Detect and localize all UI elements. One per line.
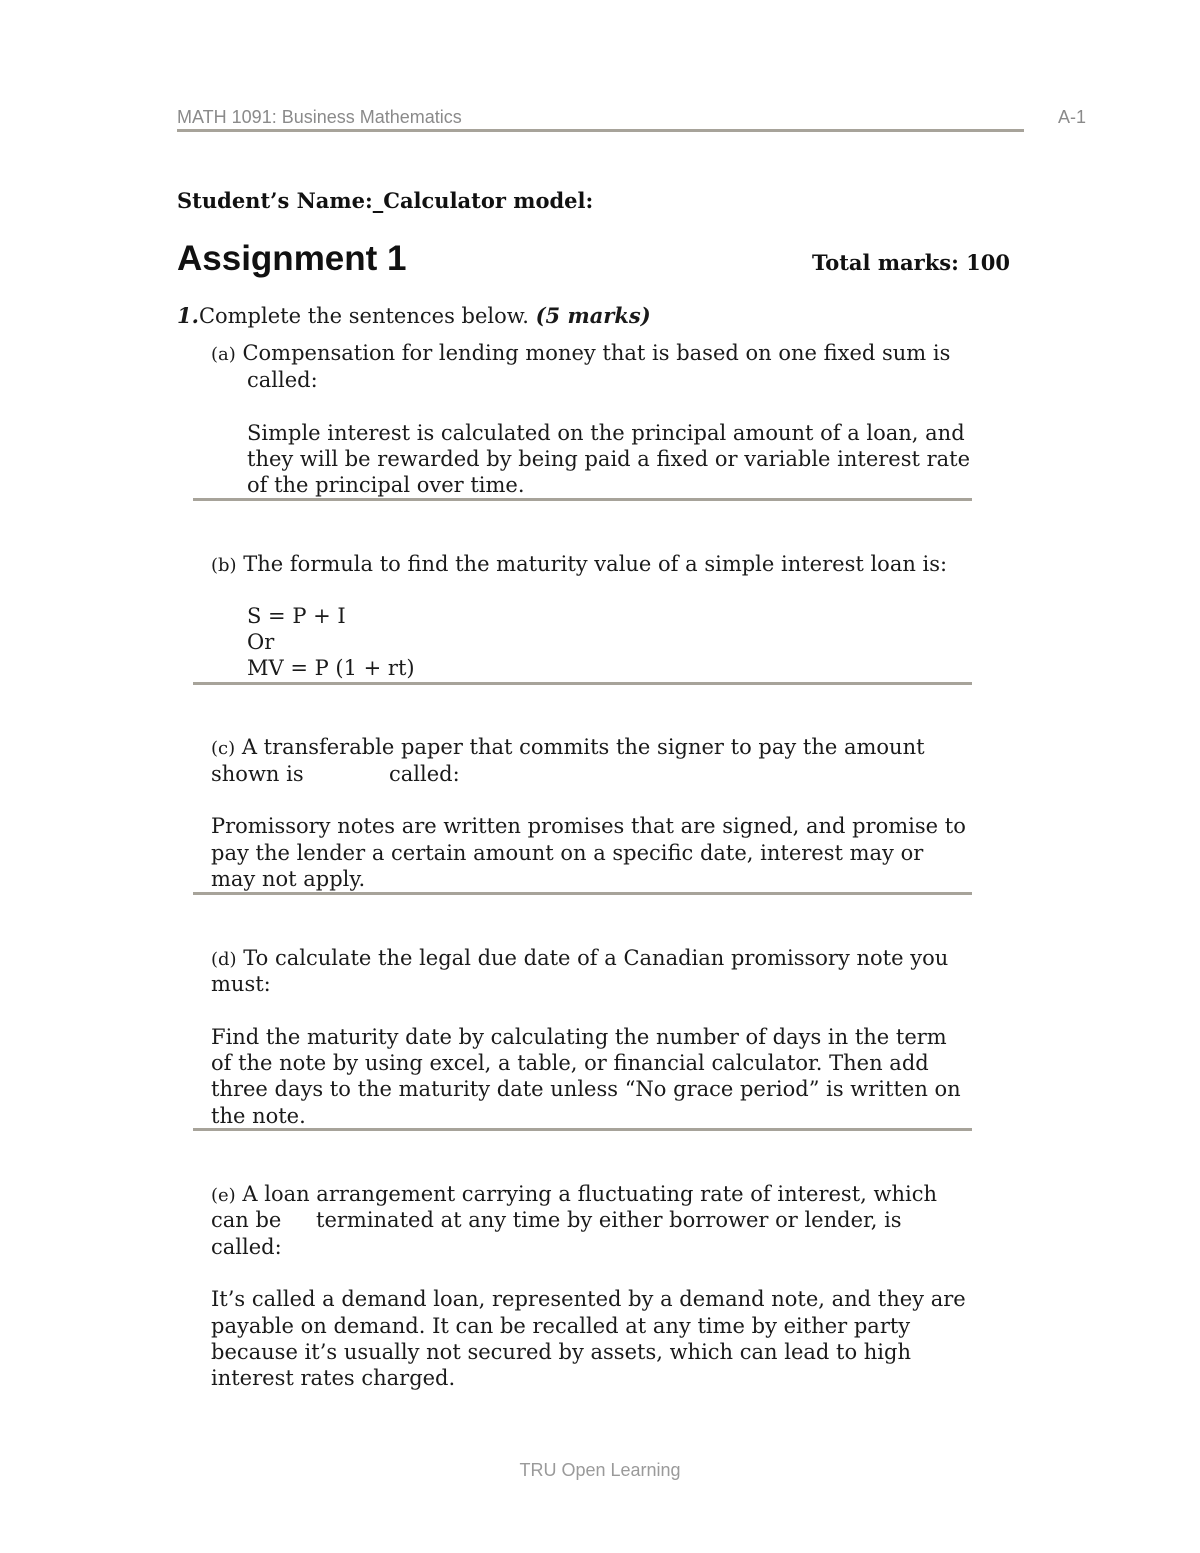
part-e-prompt-line-3: called: bbox=[211, 1235, 282, 1259]
page-code: A-1 bbox=[1058, 107, 1087, 127]
total-marks: Total marks: 100 bbox=[812, 250, 1010, 275]
part-a-answer-line-2: they will be rewarded by being paid a fixed or variable interest rate bbox=[247, 447, 971, 471]
part-d-tag: (d) bbox=[211, 949, 237, 970]
part-d-prompt-line-1: To calculate the legal due date of a Canadian promissory note you bbox=[243, 946, 949, 970]
part-b-prompt bbox=[211, 551, 947, 580]
page-footer: TRU Open Learning bbox=[519, 1460, 681, 1480]
part-e-tag: (e) bbox=[211, 1185, 236, 1206]
part-c-prompt-line-2b: called: bbox=[389, 762, 460, 786]
part-b-prompt-line-1: The formula to find the maturity value of a simple interest loan is: bbox=[243, 552, 948, 576]
part-c-answer-line-3: may not apply. bbox=[211, 867, 366, 891]
part-c-answer-line-2: pay the lender a certain amount on a specific date, interest may or bbox=[211, 841, 924, 865]
part-b-answer-line-3: MV = P (1 + rt) bbox=[247, 656, 415, 680]
assignment-title: Assignment 1 bbox=[177, 239, 407, 278]
part-e-answer-line-1: It’s called a demand loan, represented by a demand note, and they are bbox=[211, 1287, 966, 1311]
part-c-tag: (c) bbox=[211, 738, 236, 759]
part-c-prompt bbox=[211, 734, 925, 763]
header-divider bbox=[177, 129, 1024, 132]
part-a-prompt-line-2: called: bbox=[247, 368, 318, 392]
course-header: MATH 1091: Business Mathematics bbox=[177, 107, 462, 127]
part-a-answer-line-1: Simple interest is calculated on the principal amount of a loan, and bbox=[247, 421, 965, 445]
answer-divider bbox=[193, 1128, 972, 1131]
question-text: Complete the sentences below. bbox=[198, 304, 529, 328]
question-marks: (5 marks) bbox=[535, 303, 651, 328]
part-b-answer-line-1: S = P + I bbox=[247, 604, 346, 628]
student-info-line: Student’s Name:_Calculator model: bbox=[177, 188, 594, 213]
part-c-prompt-line-2a: shown is bbox=[211, 762, 304, 786]
part-e-prompt-line-2b: terminated at any time by either borrower or lender, is bbox=[316, 1208, 902, 1232]
part-e-answer-line-3: because it’s usually not secured by assets, which can lead to high bbox=[211, 1340, 911, 1364]
part-d-answer-line-2: of the note by using excel, a table, or financial calculator. Then add bbox=[211, 1051, 929, 1075]
part-d-answer-line-4: the note. bbox=[211, 1104, 306, 1128]
part-a-prompt bbox=[211, 340, 950, 369]
answer-divider bbox=[193, 892, 972, 895]
part-a-tag: (a) bbox=[211, 344, 236, 365]
part-b-tag: (b) bbox=[211, 555, 237, 576]
answer-divider bbox=[193, 682, 972, 685]
part-e-prompt-line-2a: can be bbox=[211, 1208, 282, 1232]
part-e-answer-line-2: payable on demand. It can be recalled at any time by either party bbox=[211, 1314, 911, 1338]
question-number: 1. bbox=[177, 303, 199, 328]
answer-divider bbox=[193, 498, 972, 501]
part-c-prompt-line-1: A transferable paper that commits the signer to pay the amount bbox=[241, 735, 925, 759]
part-d-answer-line-1: Find the maturity date by calculating the number of days in the term bbox=[211, 1025, 947, 1049]
part-e-answer-line-4: interest rates charged. bbox=[211, 1366, 456, 1390]
part-a-prompt-line-1: Compensation for lending money that is based on one fixed sum is bbox=[242, 341, 951, 365]
part-d-answer-line-3: three days to the maturity date unless “No grace period” is written on bbox=[211, 1077, 961, 1101]
part-d-prompt bbox=[211, 945, 948, 974]
question-1-header bbox=[177, 303, 651, 328]
part-a-answer-line-3: of the principal over time. bbox=[247, 473, 525, 497]
part-e-prompt-line-1: A loan arrangement carrying a fluctuating rate of interest, which bbox=[242, 1182, 937, 1206]
part-e-prompt bbox=[211, 1181, 937, 1210]
part-c-answer-line-1: Promissory notes are written promises that are signed, and promise to bbox=[211, 814, 966, 838]
part-b-answer-line-2: Or bbox=[247, 630, 275, 654]
part-d-prompt-line-2: must: bbox=[211, 972, 271, 996]
